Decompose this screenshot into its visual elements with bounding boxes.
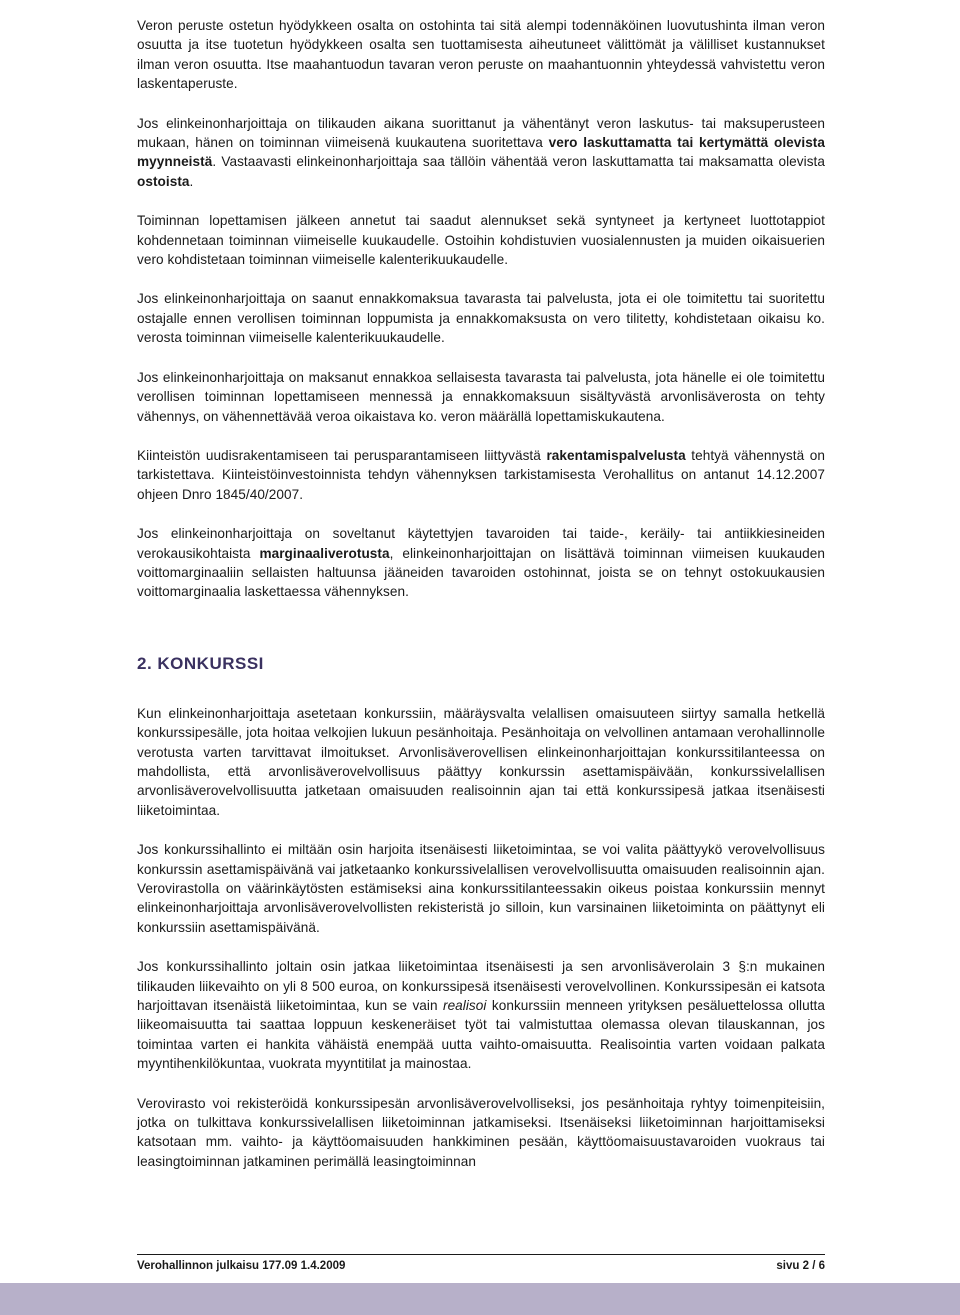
body-text-top xyxy=(137,16,825,602)
text-run: Verovirasto voi rekisteröidä konkurssipesän arvonlisäverovelvolliseksi, jos pesänhoitaja ryhtyy toimenpiteisiin, jotka on tulkittava konkurssivelallisen liiketoiminnan jatkamiseksi. Itsenäiseksi liiketoiminnan harjoittamiseksi katsotaan mm. vaihto- ja käyttöomaisuuden hankkiminen pesään, käyttöomaisuustavaroiden vuokraus tai leasingtoiminnan jatkaminen perimällä leasingtoiminnan xyxy=(137,1095,825,1169)
text-run: Kiinteistön uudisrakentamiseen tai perusparantamiseen liittyvästä xyxy=(137,447,547,463)
text-run: konkurssiin menneen yrityksen pesäluettelossa ollutta liikeomaisuutta tai saattaa loppuun keskeneräiset työt tai valmistuttaa olemassa olevan tilauskannan, jos toimintaa varten ei hankita vähäistä enempää uutta vaihto-omaisuutta. Realisointia varten voidaan palkata myyntihenkilökuntaa, vuokrata myyntitilat ja mainostaa. xyxy=(137,998,825,1072)
footer-band xyxy=(0,1283,960,1315)
section-heading: 2. KONKURSSI xyxy=(137,653,264,673)
footer-page-number: sivu 2 / 6 xyxy=(776,1260,825,1272)
bold-text: ostoista xyxy=(137,173,190,189)
paragraph xyxy=(137,524,825,602)
paragraph xyxy=(137,957,825,1073)
text-run: Jos elinkeinonharjoittaja on saanut ennakkomaksua tavarasta tai palvelusta, jota ei ole toimitettu tai suoritettu ostajalle ennen verollisen toiminnan loppumista ja ennakkomaksusta on vero tilitetty, kohdistetaan oikaisu ko. verosta toiminnan viimeiselle kalenterikuukaudelle. xyxy=(137,291,825,346)
bold-text: marginaaliverotusta xyxy=(259,545,390,561)
text-run: Jos elinkeinonharjoittaja on tilikauden aikana suorittanut ja vähentänyt veron laskutus- tai maksuperusteen mukaan, hänen on toiminnan viimeisenä kuukautena suoritettava xyxy=(137,115,825,151)
bold-text: vero laskuttamatta tai kertymättä olevista myynneistä xyxy=(137,135,825,170)
italic-text: realisoi xyxy=(443,998,487,1014)
body-text-section xyxy=(137,704,825,1172)
bold-text: rakentamispalvelusta xyxy=(546,447,686,463)
paragraph xyxy=(137,840,825,937)
text-run: tehtyä vähennystä on tarkistettava. Kiinteistöinvestoinnista tehdyn vähennyksen tarkistamisesta Verohallitus on antanut 14.12.2007 ohjeen Dnro 1845/40/2007. xyxy=(137,447,825,502)
paragraph xyxy=(137,211,825,269)
paragraph xyxy=(137,1094,825,1172)
text-run: Jos elinkeinonharjoittaja on soveltanut käytettyjen tavaroiden tai taide-, keräily- tai antiikkiesineiden verokausikohtaista xyxy=(137,526,825,561)
text-run: Toiminnan lopettamisen jälkeen annetut tai saadut alennukset sekä syntyneet ja kertyneet luottotappiot kohdennetaan toiminnan viimeiselle kuukaudelle. Ostoihin kohdistuvien vuosialennusten ja muiden oikaisuerien vero kohdistetaan toiminnan viimeiselle kalenterikuukaudelle. xyxy=(137,213,825,268)
text-run: , elinkeinonharjoittajan on lisättävä toiminnan viimeisen kuukauden voittomarginaaliin sellaisten haltuunsa jääneiden tavaroiden ostohinnat, joista se on tehnyt ostokuukausien voittomarginaalia laskettaessa vähennyksen. xyxy=(137,545,825,600)
text-run: . xyxy=(189,173,194,189)
paragraph xyxy=(137,368,825,426)
text-run: Jos konkurssihallinto joltain osin jatkaa liiketoimintaa itsenäisesti ja sen arvonlisäverolain 3 §:n mukainen tilikauden liikevaihto on yli 8 500 euroa, on konkurssipesä itsenäisesti verovelvollinen. Konkurssipesän ei katsota harjoittavan itsenäistä liiketoimintaa, kun se vain xyxy=(137,959,825,1014)
paragraph xyxy=(137,114,825,192)
footer-publication: Verohallinnon julkaisu 177.09 1.4.2009 xyxy=(137,1260,346,1272)
paragraph xyxy=(137,289,825,347)
paragraph xyxy=(137,16,825,94)
text-run: Jos elinkeinonharjoittaja on maksanut ennakkoa sellaisesta tavarasta tai palvelusta, jota hänelle ei ole toimitettu verollisen toiminnan lopettamiseen mennessä ja ennakkomaksuun sisältyvästä arvonlisäverosta on tehty vähennys, on vähennettävää veroa oikaistava ko. veron määrällä lopettamiskukautena. xyxy=(137,369,825,424)
page-footer xyxy=(137,1254,825,1272)
paragraph xyxy=(137,446,825,504)
text-run: Veron peruste ostetun hyödykkeen osalta on ostohinta tai sitä alempi todennäköinen luovutushinta ilman veron osuutta ja itse tuotetun hyödykkeen osalta sen tuottamisesta aiheutuneet välittömät ja välilliset kustannukset ilman veron osuutta. Itse maahantuodun tavaran veron peruste on maahantuonnin yhteydessä vahvistettu veron laskentaperuste. xyxy=(137,18,825,92)
text-run: Kun elinkeinonharjoittaja asetetaan konkurssiin, määräysvalta velallisen omaisuuteen siirtyy samalla hetkellä konkurssipesälle, jota hoitaa velkojien lukuun pesänhoitaja. Pesänhoitaja on velvollinen antamaan verohallinnolle verotusta varten tarvittavat ilmoitukset. Arvonlisäverovellisen elinkeinonharjoittajan konkurssitilanteessa on mahdollista, että arvonlisäverovelvollisuus päättyy konkurssin asettamispäivään, konkurssivelallisen arvonlisäverovelvollisuutta jatketaan omaisuuden realisoinnin ajan tai että konkurssipesä jatkaa itsenäisesti liiketoimintaa. xyxy=(137,705,825,818)
text-run: . Vastaavasti elinkeinonharjoittaja saa tällöin vähentää veron laskuttamatta tai maksamatta olevista xyxy=(212,154,825,170)
text-run: Jos konkurssihallinto ei miltään osin harjoita itsenäisesti liiketoimintaa, se voi valita päättyykö verovelvollisuus konkurssin asettamispäivänä vai jatketaanko konkurssivelallisen verovelvollisuutta omaisuuden realisoinnin ajan. Verovirastolla on väärinkäytösten estämiseksi aina konkurssitilanteessakin oikeus poistaa konkurssiin mennyt elinkeinonharjoittaja arvonlisäverovelvollisten rekisteristä jo silloin, kun varsinainen liiketoiminta on päättynyt eli konkurssiin asettamispäivänä. xyxy=(137,842,825,935)
document-page xyxy=(137,16,825,1191)
paragraph xyxy=(137,704,825,820)
